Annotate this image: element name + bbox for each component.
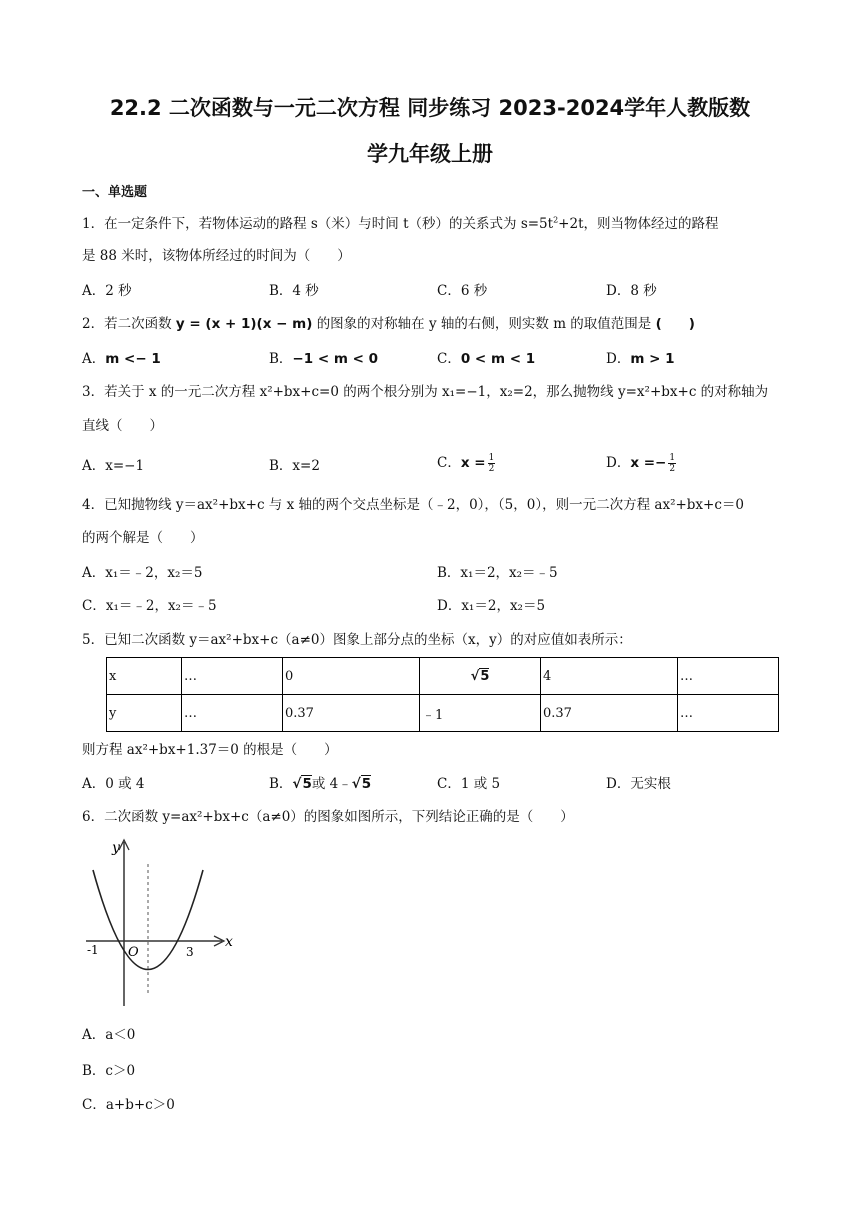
q2-option-a-label: A． bbox=[82, 351, 106, 367]
q2-option-b-label: B． bbox=[269, 351, 293, 367]
q2-option-d-math: m > 1 bbox=[630, 351, 675, 367]
q2-option-a-math: m <− 1 bbox=[105, 351, 161, 367]
q4-option-d[interactable]: D．x₁＝2，x₂＝5 bbox=[437, 598, 546, 614]
q1-text-b: +2t，则当物体经过的路程 bbox=[558, 216, 719, 232]
q3-c-frac-den: 2 bbox=[488, 464, 495, 474]
q2-line1 bbox=[82, 315, 695, 333]
q2-prefix: 2．若二次函数 bbox=[82, 316, 172, 332]
q5-value-table bbox=[106, 657, 779, 732]
origin-label: O bbox=[128, 945, 139, 960]
q6-option-b[interactable]: B．c＞0 bbox=[82, 1063, 136, 1079]
q5-line2: 则方程 ax²+bx+1.37＝0 的根是（ ） bbox=[82, 742, 338, 758]
table-cell: 0.37 bbox=[283, 695, 420, 732]
table-cell: 4 bbox=[541, 658, 678, 695]
table-row bbox=[107, 695, 779, 732]
q1-line1 bbox=[82, 215, 719, 233]
q6-option-a[interactable]: A．a＜0 bbox=[82, 1027, 136, 1043]
q3-option-d-fraction bbox=[668, 453, 676, 474]
table-cell: ﹣1 bbox=[420, 695, 541, 732]
y-axis-label: y bbox=[112, 840, 120, 856]
q2-option-c-label: C． bbox=[437, 351, 461, 367]
q2-option-c-math: 0 < m < 1 bbox=[460, 351, 536, 367]
q3-option-d-label: D． bbox=[606, 455, 631, 471]
table-cell: 0 bbox=[283, 658, 420, 695]
q3-option-a[interactable]: A．x=−1 bbox=[82, 458, 145, 474]
q2-option-b[interactable] bbox=[269, 350, 378, 368]
q4-option-b[interactable]: B．x₁＝2，x₂＝﹣5 bbox=[437, 565, 558, 581]
q3-option-c[interactable] bbox=[437, 453, 495, 474]
q2-option-d[interactable] bbox=[606, 350, 675, 368]
q5-line1: 5．已知二次函数 y＝ax²+bx+c（a≠0）图象上部分点的坐标（x，y）的对应值如表所示： bbox=[82, 632, 632, 648]
q2-paren: ( ) bbox=[655, 316, 695, 332]
sqrt-radicand: 5 bbox=[480, 668, 490, 684]
tick-label-3: 3 bbox=[186, 945, 194, 959]
table-cell: x bbox=[107, 658, 182, 695]
section-heading: 一、单选题 bbox=[82, 185, 148, 200]
q2-option-a[interactable] bbox=[82, 350, 161, 368]
q3-c-frac-num: 1 bbox=[488, 453, 495, 463]
q3-option-d[interactable] bbox=[606, 453, 676, 474]
q1-line2: 是 88 米时，该物体所经过的时间为（ ） bbox=[82, 248, 351, 264]
q3-option-c-math: x = bbox=[460, 455, 486, 471]
sqrt-radicand: 5 bbox=[361, 776, 372, 792]
sqrt-5: √5 bbox=[292, 776, 312, 792]
q6-option-c[interactable]: C．a+b+c＞0 bbox=[82, 1097, 175, 1113]
q3-option-c-label: C． bbox=[437, 455, 461, 471]
table-cell: … bbox=[182, 695, 283, 732]
table-cell: … bbox=[678, 658, 779, 695]
q5-option-a[interactable]: A．0 或 4 bbox=[82, 776, 145, 792]
q1-text-a: 1．在一定条件下，若物体运动的路程 s（米）与时间 t（秒）的关系式为 s=5t bbox=[82, 216, 554, 232]
q5-option-d[interactable]: D．无实根 bbox=[606, 776, 671, 792]
table-cell: … bbox=[678, 695, 779, 732]
q5-option-b-mid: 或 4﹣ bbox=[311, 776, 352, 792]
table-cell: 0.37 bbox=[541, 695, 678, 732]
q2-suffix: 的图象的对称轴在 y 轴的右侧，则实数 m 的取值范围是 bbox=[316, 316, 652, 332]
q3-d-frac-den: 2 bbox=[669, 464, 676, 474]
q3-option-c-fraction bbox=[488, 453, 496, 474]
q5-option-b[interactable] bbox=[269, 775, 371, 793]
document-title-line1: 22.2 二次函数与一元二次方程 同步练习 2023-2024学年人教版数 bbox=[109, 96, 751, 120]
q2-option-c[interactable] bbox=[437, 350, 535, 368]
q4-line2: 的两个解是（ ） bbox=[82, 530, 204, 546]
q1-option-c[interactable]: C．6 秒 bbox=[437, 283, 488, 299]
q4-line1: 4．已知抛物线 y＝ax²+bx+c 与 x 轴的两个交点坐标是（﹣2，0），（5，0），则一元二次方程 ax²+bx+c＝0 bbox=[82, 497, 745, 513]
parabola-graph bbox=[82, 834, 242, 1014]
q3-line2: 直线（ ） bbox=[82, 418, 163, 434]
q3-option-b[interactable]: B．x=2 bbox=[269, 458, 320, 474]
table-cell: y bbox=[107, 695, 182, 732]
q2-formula: y = (x + 1)(x − m) bbox=[175, 316, 313, 332]
sqrt-radicand: 5 bbox=[302, 776, 312, 792]
document-title-line2: 学九年级上册 bbox=[367, 142, 493, 166]
q1-option-d[interactable]: D．8 秒 bbox=[606, 283, 657, 299]
q3-d-frac-num: 1 bbox=[669, 453, 676, 463]
sqrt-5: √5 bbox=[351, 776, 372, 792]
q1-option-a[interactable]: A．2 秒 bbox=[82, 283, 132, 299]
q1-option-b[interactable]: B．4 秒 bbox=[269, 283, 319, 299]
tick-label-neg1: -1 bbox=[87, 943, 99, 957]
table-cell: … bbox=[182, 658, 283, 695]
q2-option-d-label: D． bbox=[606, 351, 631, 367]
q6-line1: 6．二次函数 y=ax²+bx+c（a≠0）的图象如图所示，下列结论正确的是（ ） bbox=[82, 809, 574, 825]
q5-option-b-label: B． bbox=[269, 776, 293, 792]
q3-option-d-math: x =− bbox=[630, 455, 667, 471]
q1-sup: 2 bbox=[553, 215, 559, 225]
q4-option-a[interactable]: A．x₁＝﹣2，x₂＝5 bbox=[82, 565, 203, 581]
q5-option-c[interactable]: C．1 或 5 bbox=[437, 776, 501, 792]
q2-option-b-math: −1 < m < 0 bbox=[292, 351, 379, 367]
q3-line1: 3．若关于 x 的一元二次方程 x²+bx+c=0 的两个根分别为 x₁=−1，x₂=2，那么抛物线 y=x²+bx+c 的对称轴为 bbox=[82, 384, 769, 400]
table-cell: √5 bbox=[420, 658, 541, 695]
x-axis-label: x bbox=[225, 934, 233, 950]
q4-option-c[interactable]: C．x₁＝﹣2，x₂＝﹣5 bbox=[82, 598, 217, 614]
table-row bbox=[107, 658, 779, 695]
